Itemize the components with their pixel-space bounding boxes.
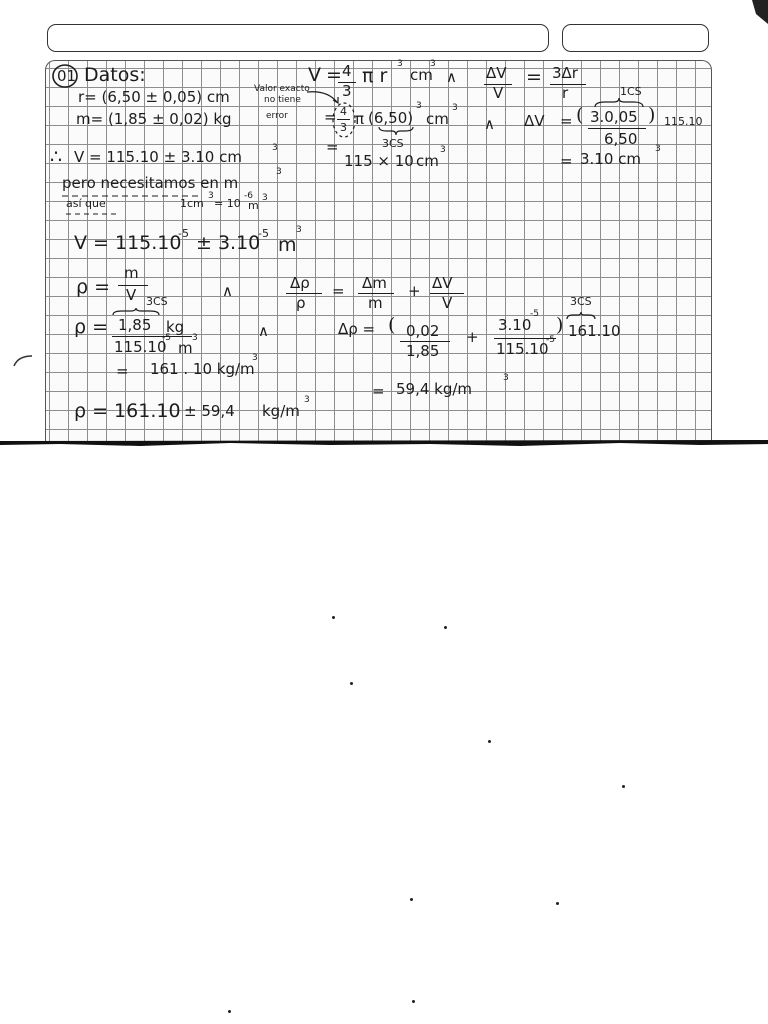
calc-dv-result-eq: = bbox=[560, 152, 573, 170]
conv-unit-exp: 3 bbox=[262, 193, 268, 203]
page-corner-mark bbox=[748, 0, 768, 26]
rho-result-exp: 3 bbox=[252, 353, 258, 363]
wedge-3: ∧ bbox=[222, 282, 233, 300]
wedge-2: ∧ bbox=[484, 115, 495, 133]
header-box-left bbox=[47, 24, 549, 52]
drho-calc-plus: + bbox=[466, 328, 479, 346]
v-m3-lhs-exp: -5 bbox=[178, 227, 189, 240]
formula-v-den: 3 bbox=[342, 82, 352, 100]
drho-def-den1: ρ bbox=[296, 294, 306, 312]
formula-v-unit: cm bbox=[410, 66, 433, 84]
v-m3-lhs: V = 115.10 bbox=[74, 232, 182, 254]
calc-dv-num: 3.0,05 bbox=[590, 108, 638, 126]
drho-calc-den1: 1,85 bbox=[406, 342, 440, 360]
note-line-3: error bbox=[266, 111, 288, 121]
torn-edge-shadow bbox=[0, 436, 768, 450]
conv-lhs: 1cm bbox=[180, 197, 204, 210]
scan-speck bbox=[228, 1010, 231, 1013]
drho-calc-rparen: ) bbox=[556, 314, 564, 336]
calc-dv-mult: 115.10 bbox=[664, 115, 703, 128]
calc-dv-lhs: ΔV bbox=[524, 112, 545, 130]
drho-calc-num1: 0,02 bbox=[406, 322, 440, 340]
calc-v-unit-exp: 3 bbox=[452, 103, 458, 113]
drho-calc-den2-exp: -5 bbox=[546, 335, 555, 345]
calc-v-eq: = bbox=[324, 108, 337, 126]
drho-calc-lhs: Δρ = bbox=[338, 320, 376, 338]
drho-def-num2: Δm bbox=[362, 274, 387, 292]
note-line-2: no tiene bbox=[264, 95, 301, 105]
drho-calc-lparen: ( bbox=[388, 314, 396, 336]
scan-speck bbox=[332, 616, 335, 619]
dv-num: ΔV bbox=[486, 64, 507, 82]
rho-calc-num-unit: kg bbox=[166, 318, 185, 336]
drho-calc-num2: 3.10 bbox=[498, 316, 532, 334]
drho-calc-mult: 161.10 bbox=[568, 322, 621, 340]
rho-calc-topbrace bbox=[112, 308, 160, 316]
v-m3-pm-exp: -5 bbox=[258, 227, 269, 240]
formula-v-lhs: V bbox=[308, 64, 321, 86]
calc-v-val: (6,50) bbox=[368, 109, 414, 127]
drho-def-num3: ΔV bbox=[432, 274, 453, 292]
wedge-4: ∧ bbox=[258, 322, 269, 340]
rho-def-num: m bbox=[124, 264, 139, 282]
calc-v-result-unit-exp: 3 bbox=[440, 145, 446, 155]
drho-def-eq: = bbox=[332, 282, 345, 300]
therefore-v-exp: 3 bbox=[272, 143, 278, 153]
asi-underline bbox=[66, 212, 122, 216]
rho-calc-den-unit: m bbox=[178, 339, 193, 357]
rho-calc-den-unit-exp: 3 bbox=[192, 333, 198, 343]
drho-calc-brace bbox=[566, 312, 596, 320]
conv-mid-exp: -6 bbox=[244, 191, 253, 201]
scan-speck bbox=[556, 902, 559, 905]
drho-result-eq: = bbox=[372, 382, 385, 400]
formula-v-unit-exp: 3 bbox=[430, 59, 436, 69]
drho-def-den2: m bbox=[368, 294, 383, 312]
crease-mark bbox=[12, 354, 34, 368]
drho-calc-den2: 115.10 bbox=[496, 340, 549, 358]
calc-v-num: 4 bbox=[340, 105, 347, 118]
v-m3-pm: ± 3.10 bbox=[196, 232, 261, 254]
rho-calc-den-exp: -5 bbox=[162, 333, 171, 343]
scan-speck bbox=[350, 682, 353, 685]
final-lhs: ρ = 161.10 bbox=[74, 400, 181, 422]
drho-def-num1: Δρ bbox=[290, 274, 310, 292]
drho-def-den3: V bbox=[442, 294, 453, 312]
dv-rnum: 3Δr bbox=[552, 64, 578, 82]
scan-speck bbox=[410, 898, 413, 901]
rho-def-lhs: ρ = bbox=[76, 276, 111, 298]
need-m3-text: pero necesitamos en m bbox=[62, 174, 239, 192]
calc-v-pi: π bbox=[355, 110, 365, 128]
note-line-1: Valor exacto bbox=[254, 84, 310, 94]
scan-speck bbox=[444, 626, 447, 629]
drho-result-val: 59,4 kg/m bbox=[396, 380, 473, 398]
calc-v-result-val: 115 × 10 bbox=[344, 152, 414, 170]
scan-speck bbox=[488, 740, 491, 743]
conv-unit: m bbox=[248, 199, 259, 212]
v-m3-unit: m bbox=[278, 234, 297, 256]
formula-v-exp: 3 bbox=[397, 59, 403, 69]
wedge-1: ∧ bbox=[446, 68, 457, 86]
datos-label: Datos: bbox=[84, 64, 146, 86]
calc-v-result-eq: = bbox=[326, 138, 339, 156]
calc-dv-eq: = bbox=[560, 112, 573, 130]
rho-result-val: 161 . 10 kg/m bbox=[150, 360, 255, 378]
rho-def-cs: 3CS bbox=[146, 295, 168, 308]
rho-result-eq: = bbox=[116, 362, 129, 380]
calc-dv-topbrace bbox=[594, 98, 644, 108]
calc-v-unit: cm bbox=[426, 110, 449, 128]
need-m3-exp: 3 bbox=[276, 167, 282, 177]
conv-lhs-exp: 3 bbox=[208, 191, 214, 201]
therefore-v: V = 115.10 ± 3.10 cm bbox=[74, 148, 242, 166]
dv-rden: r bbox=[562, 84, 569, 102]
calc-v-result-unit: cm bbox=[416, 152, 439, 170]
drho-result-exp: 3 bbox=[503, 373, 509, 383]
calc-v-brace bbox=[378, 126, 414, 136]
rho-def-den: V bbox=[126, 286, 137, 304]
v-m3-unit-exp: 3 bbox=[296, 225, 302, 235]
calc-dv-den: 6,50 bbox=[604, 130, 638, 148]
drho-calc-num2-exp: -5 bbox=[530, 309, 539, 319]
drho-calc-cs: 3CS bbox=[570, 295, 592, 308]
asi-que: así que bbox=[66, 197, 106, 210]
calc-dv-lparen: ( bbox=[576, 104, 584, 126]
calc-v-exp: 3 bbox=[416, 101, 422, 111]
problem-number: 01 bbox=[57, 67, 77, 85]
final-unit-exp: 3 bbox=[304, 395, 310, 405]
calc-dv-rparen: ) bbox=[648, 104, 656, 126]
radius-data: r= (6,50 ± 0,05) cm bbox=[78, 88, 230, 106]
calc-dv-brace-label: 1CS bbox=[620, 85, 642, 98]
drho-def-plus: + bbox=[408, 282, 421, 300]
scan-speck bbox=[412, 1000, 415, 1003]
calc-dv-result-val: 3.10 cm bbox=[580, 150, 642, 168]
formula-v-num: 4 bbox=[342, 62, 352, 80]
conv-mid: = 10 bbox=[214, 197, 241, 210]
rho-calc-lhs: ρ = bbox=[74, 316, 109, 338]
formula-v-eq: = bbox=[326, 64, 342, 86]
therefore-symbol: ∴ bbox=[50, 146, 63, 168]
dv-den: V bbox=[493, 84, 504, 102]
header-box-right bbox=[562, 24, 709, 52]
rho-calc-num: 1,85 bbox=[118, 316, 152, 334]
dv-eq: = bbox=[526, 66, 542, 88]
rho-calc-den: 115.10 bbox=[114, 338, 167, 356]
calc-v-den: 3 bbox=[340, 121, 347, 134]
calc-dv-result-exp: 3 bbox=[655, 144, 661, 154]
final-pm: ± 59,4 bbox=[184, 402, 235, 420]
final-unit: kg/m bbox=[262, 402, 300, 420]
calc-v-cs: 3CS bbox=[382, 137, 404, 150]
formula-v-rest: π r bbox=[362, 65, 388, 87]
scan-speck bbox=[622, 785, 625, 788]
mass-data: m= (1,85 ± 0,02) kg bbox=[76, 110, 232, 128]
